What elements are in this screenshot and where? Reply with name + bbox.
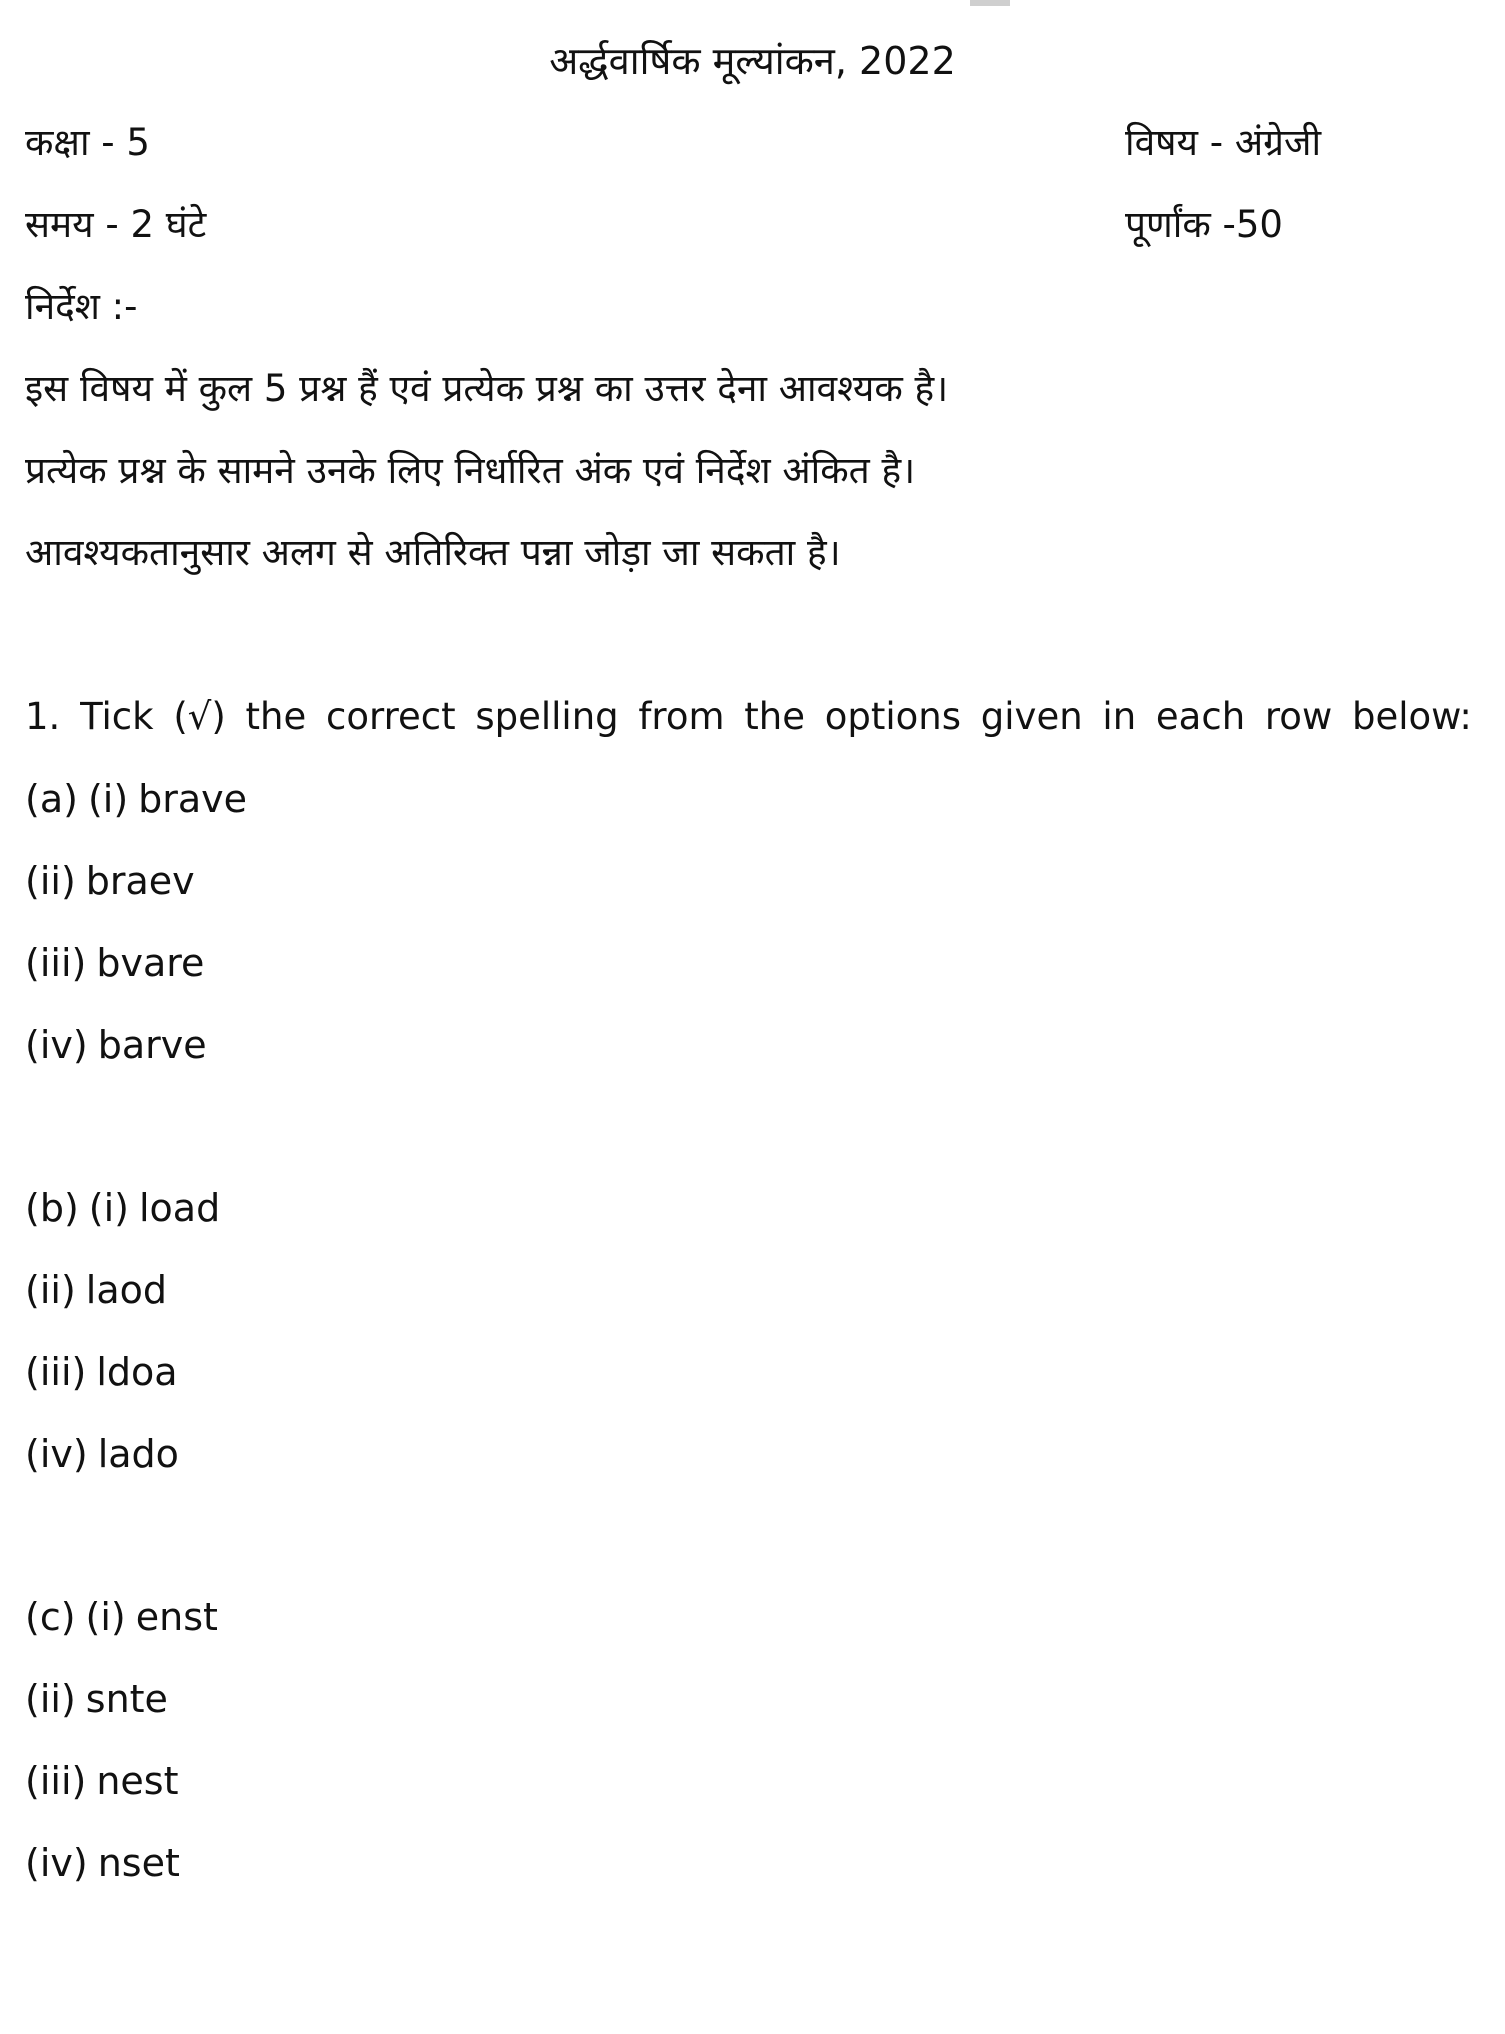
option-number: (iv) bbox=[25, 1432, 88, 1476]
option-c-3 bbox=[25, 1756, 179, 1806]
instructions-heading: निर्देश :- bbox=[25, 285, 138, 328]
instruction-line-1: इस विषय में कुल 5 प्रश्न हैं एवं प्रत्येक प्रश्न का उत्तर देना आवश्यक है। bbox=[25, 367, 949, 410]
option-number: (iii) bbox=[25, 1759, 87, 1803]
group-label: (a) bbox=[25, 777, 78, 821]
option-word: snte bbox=[85, 1677, 168, 1721]
option-number: (iii) bbox=[25, 941, 87, 985]
option-number: (ii) bbox=[25, 1677, 76, 1721]
option-word: braev bbox=[85, 859, 195, 903]
exam-title: अर्द्धवार्षिक मूल्यांकन, 2022 bbox=[549, 39, 956, 83]
option-a-3 bbox=[25, 938, 204, 988]
option-number: (ii) bbox=[25, 1268, 76, 1312]
question-1-text: 1. Tick (√) the correct spelling from the options given in each row below: bbox=[25, 695, 1472, 738]
instruction-line-3: आवश्यकतानुसार अलग से अतिरिक्त पन्ना जोड़ा जा सकता है। bbox=[25, 531, 841, 574]
group-label: (c) bbox=[25, 1595, 76, 1639]
option-word: ldoa bbox=[96, 1350, 178, 1394]
option-number: (iii) bbox=[25, 1350, 87, 1394]
option-number: (i) bbox=[87, 777, 129, 821]
option-word: enst bbox=[135, 1595, 218, 1639]
option-word: barve bbox=[97, 1023, 207, 1067]
option-number: (ii) bbox=[25, 859, 76, 903]
option-b-3 bbox=[25, 1347, 178, 1397]
option-word: laod bbox=[85, 1268, 167, 1312]
option-word: lado bbox=[97, 1432, 179, 1476]
option-number: (iv) bbox=[25, 1023, 88, 1067]
instruction-line-2: प्रत्येक प्रश्न के सामने उनके लिए निर्धारित अंक एवं निर्देश अंकित है। bbox=[25, 449, 916, 492]
time-marks-row bbox=[25, 200, 1365, 250]
top-edge-mark bbox=[970, 0, 1010, 6]
time-label: समय - 2 घंटे bbox=[25, 203, 207, 246]
option-b-2 bbox=[25, 1265, 167, 1315]
option-word: nset bbox=[97, 1841, 180, 1885]
option-a-2 bbox=[25, 856, 195, 906]
option-number: (i) bbox=[88, 1186, 129, 1230]
option-c-1 bbox=[25, 1592, 218, 1642]
option-word: bvare bbox=[96, 941, 205, 985]
class-label: कक्षा - 5 bbox=[25, 121, 150, 164]
group-label: (b) bbox=[25, 1186, 79, 1230]
option-word: nest bbox=[96, 1759, 179, 1803]
option-a-4 bbox=[25, 1020, 207, 1070]
option-number: (iv) bbox=[25, 1841, 88, 1885]
subject-label: विषय - अंग्रेजी bbox=[1125, 121, 1322, 164]
option-b-1 bbox=[25, 1183, 220, 1233]
option-number: (i) bbox=[85, 1595, 126, 1639]
option-word: load bbox=[139, 1186, 221, 1230]
option-c-4 bbox=[25, 1838, 180, 1888]
class-subject-row bbox=[25, 118, 1365, 168]
option-a-1 bbox=[25, 774, 247, 824]
marks-label: पूर्णांक -50 bbox=[1125, 203, 1283, 246]
option-c-2 bbox=[25, 1674, 168, 1724]
option-word: brave bbox=[138, 777, 248, 821]
option-b-4 bbox=[25, 1429, 179, 1479]
